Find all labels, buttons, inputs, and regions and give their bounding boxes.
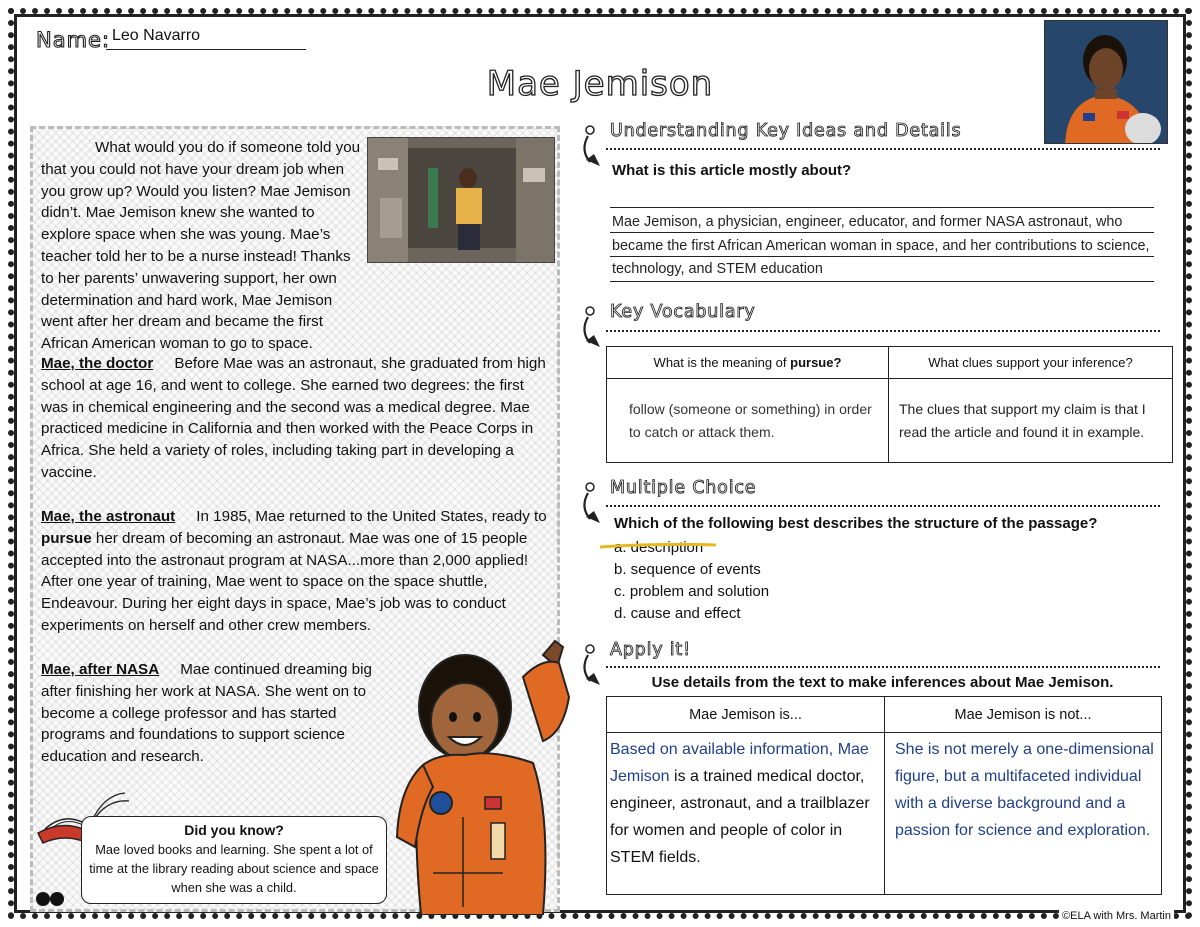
is-answer-first: Based on available information, xyxy=(610,741,834,758)
option-b[interactable]: b. sequence of events xyxy=(614,561,761,578)
after-nasa-text: Mae continued dreaming big after finishing her work at NASA. She went on to become a college professor and has started programs and foundations to support science education and research. xyxy=(41,661,372,766)
vocabulary-rule xyxy=(606,330,1160,332)
is-answer-cell[interactable] xyxy=(607,733,885,895)
meaning-header-word: pursue? xyxy=(790,355,842,370)
is-not-header: Mae Jemison is not... xyxy=(885,697,1162,733)
doctor-paragraph xyxy=(41,353,555,484)
meaning-header xyxy=(607,347,889,379)
apply-rule xyxy=(606,666,1160,668)
option-a[interactable]: a. description xyxy=(614,539,704,556)
copyright-text: ©ELA with Mrs. Martin xyxy=(1059,910,1174,922)
after-nasa-heading: Mae, after NASA xyxy=(41,661,160,678)
vocab-word-pursue: pursue xyxy=(41,529,92,547)
decorative-dots xyxy=(33,889,73,909)
intro-paragraph: What would you do if someone told you that you could not have your dream job when you grow up? Would you listen? Mae Jemison didn’t. Mae Jemison knew she wanted to explore space when she was young. Mae’s teacher told her to be a nurse instead! Thanks to her parents’ unwavering support, her own determination and hard work, Mae Jemison went after her dream and became the first African American woman to go to space. xyxy=(41,139,361,353)
astronaut-cartoon xyxy=(393,637,578,915)
is-answer-rest: is a trained medical doctor, engineer, astronaut, and a trailblazer for women and people of color in STEM fields. xyxy=(610,768,870,866)
portrait-photo xyxy=(1044,20,1168,144)
is-answer-name: Mae Jemison xyxy=(610,741,869,785)
clues-answer-cell[interactable]: The clues that support my claim is that I read the article and found it in example. xyxy=(889,379,1173,463)
clues-header: What clues support your inference? xyxy=(889,347,1173,379)
doctor-text: Before Mae was an astronaut, she graduated from high school at age 16, and went to college. She earned two degrees: the first was in chemical engineering and the second was a medical degree. Mae practiced medicine in California and then worked with the Peace Corps in Africa. She held a variety of roles, including taking part in developing a vaccine. xyxy=(41,355,546,481)
multiple-choice-title: Multiple Choice xyxy=(610,478,757,498)
astronaut-paragraph xyxy=(41,506,555,637)
did-you-know-title: Did you know? xyxy=(184,822,284,838)
did-you-know-text: Mae loved books and learning. She spent a lot of time at the library reading about science and space when she was a child. xyxy=(89,842,379,895)
key-ideas-question: What is this article mostly about? xyxy=(612,162,852,179)
name-label: Name: xyxy=(36,28,111,52)
after-nasa-paragraph xyxy=(41,659,403,768)
meaning-header-prefix: What is the meaning of xyxy=(653,355,787,370)
section-arrow-icon xyxy=(578,305,608,351)
name-field[interactable]: Leo Navarro xyxy=(106,26,306,50)
option-d[interactable]: d. cause and effect xyxy=(614,605,741,622)
astronaut-text-before: In 1985, Mae returned to the United States, ready to xyxy=(196,508,547,525)
option-c[interactable]: c. problem and solution xyxy=(614,583,770,600)
section-arrow-icon xyxy=(578,643,608,689)
section-arrow-icon xyxy=(578,481,608,527)
astronaut-text-after: her dream of becoming an astronaut. Mae was one of 15 people accepted into the astronaut program at NASA...more than 2,000 applied! After one year of training, Mae went to space on the space shuttle, Endeavour. During her eight days in space, Mae’s job was to conduct experiments on herself and other crew members. xyxy=(41,529,529,634)
vocabulary-table xyxy=(606,346,1173,463)
doctor-heading: Mae, the doctor xyxy=(41,355,154,372)
answer-line xyxy=(610,207,1154,208)
meaning-answer-cell[interactable]: follow (someone or something) in order to catch or attack them. xyxy=(607,379,889,463)
key-ideas-rule xyxy=(606,148,1160,150)
astronaut-heading: Mae, the astronaut xyxy=(41,508,176,525)
apply-instruction: Use details from the text to make inferences about Mae Jemison. xyxy=(651,674,1114,691)
apply-table xyxy=(606,696,1162,895)
section-arrow-icon xyxy=(578,124,608,170)
did-you-know-box xyxy=(81,816,387,904)
highlight-mark xyxy=(598,541,718,551)
article-panel xyxy=(30,126,560,912)
is-header: Mae Jemison is... xyxy=(607,697,885,733)
space-station-photo xyxy=(367,137,555,263)
key-ideas-answer[interactable]: Mae Jemison, a physician, engineer, educator, and former NASA astronaut, who became the first African American woman in space, and her contributions to science, technology, and STEM education xyxy=(612,214,1150,277)
apply-title: Apply it! xyxy=(610,640,691,660)
page-title: Mae Jemison xyxy=(486,64,714,104)
is-not-answer-cell[interactable]: She is not merely a one-dimensional figure, but a multifaceted individual with a diverse background and a passion for science and exploration. xyxy=(885,733,1162,895)
multiple-choice-question: Which of the following best describes the structure of the passage? xyxy=(614,515,1098,532)
key-ideas-title: Understanding Key Ideas and Details xyxy=(610,121,962,141)
vocabulary-title: Key Vocabulary xyxy=(610,302,756,322)
multiple-choice-rule xyxy=(606,505,1160,507)
